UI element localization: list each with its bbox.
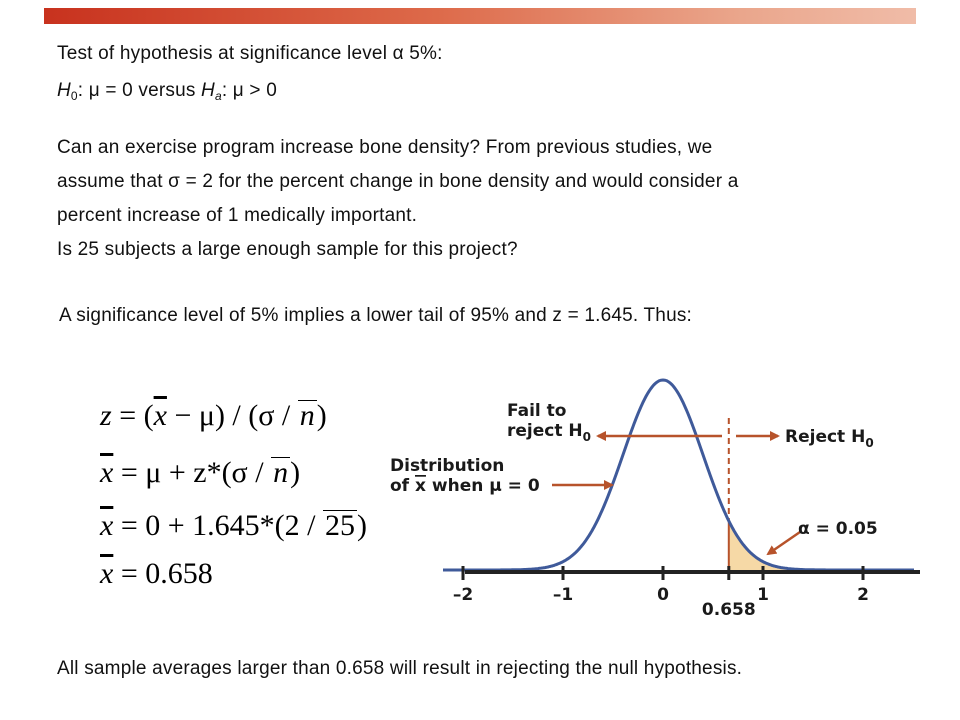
fail-to-label: Fail to <box>507 401 567 421</box>
alpha-label: α = 0.05 <box>798 519 878 539</box>
cutoff-label: 0.658 <box>701 600 756 620</box>
problem-paragraph: Can an exercise program increase bone density? From previous studies, we assume that σ = 2 for the percent change in bone density and would consider a percent increase of 1 medically important. Is 25 subjects a large enough sample for this project? <box>57 137 739 260</box>
fail-to-reject-label: reject $H_0$ <box>507 421 591 444</box>
equation-z: $z = (\overline{x} - \mu) / (\sigma / n)$ <box>100 399 327 432</box>
title-accent-bar <box>44 8 916 24</box>
x-tick-label: –2 <box>452 585 474 605</box>
normal-distribution-chart <box>380 370 925 625</box>
x-tick-label: 0 <box>657 585 669 605</box>
x-tick-label: 1 <box>757 585 769 605</box>
x-tick-label: –1 <box>552 585 574 605</box>
reject-label: Reject $H_0$ <box>785 427 874 450</box>
equation-substituted: $\overline{x} = 0 + 1.645*(2 / 25)$ <box>100 509 367 542</box>
alpha-arrow <box>768 532 800 554</box>
hypothesis-line: $H_0$: μ = 0 versus $H_a$: μ > 0 <box>57 80 277 103</box>
equation-result: $\overline{x} = 0.658$ <box>100 557 213 590</box>
significance-line: Test of hypothesis at significance level α 5%: <box>57 43 443 64</box>
x-tick-label: 2 <box>857 585 869 605</box>
significance-statement: A significance level of 5% implies a lower tail of 95% and z = 1.645. Thus: <box>59 305 693 326</box>
distribution-when-label: of x when μ = 0 <box>390 476 540 496</box>
equation-xbar: $\overline{x} = \mu + z*(\sigma / n)$ <box>100 456 301 489</box>
distribution-label: Distribution <box>390 456 505 476</box>
conclusion-line: All sample averages larger than 0.658 will result in rejecting the null hypothesis. <box>57 658 743 679</box>
